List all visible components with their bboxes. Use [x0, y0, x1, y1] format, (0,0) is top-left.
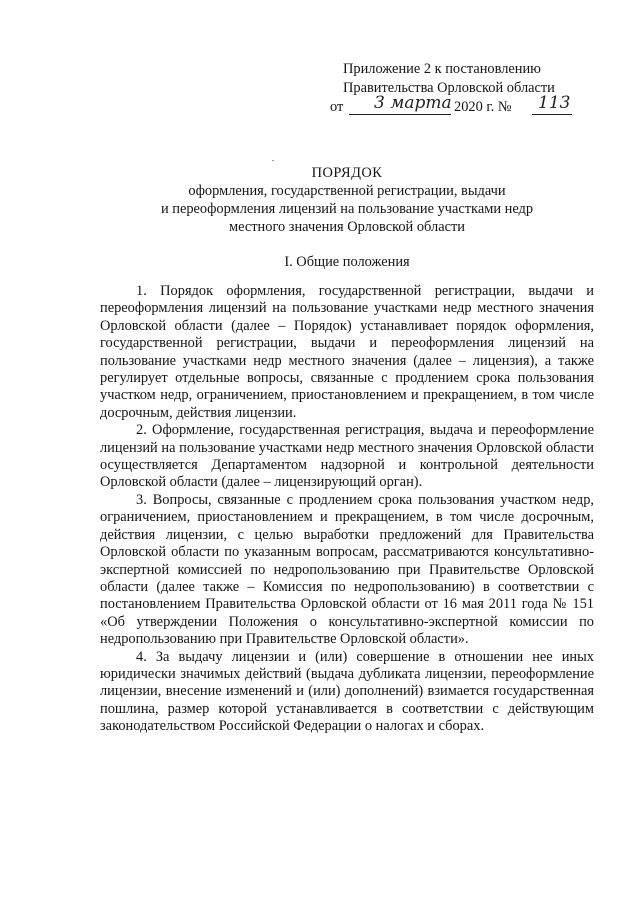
appendix-reference — [330, 60, 590, 122]
appendix-line-1: Приложение 2 к постановлению — [343, 61, 541, 77]
appendix-date-line — [330, 93, 590, 122]
date-prefix: от — [330, 99, 344, 115]
title-heading: ПОРЯДОК — [311, 165, 383, 181]
scan-speck — [272, 160, 274, 161]
paragraph: 1. Порядок оформления, государственной регистрации, выдачи и переоформления лицензий на пользование участками недр местного значения Орловской области (далее – Порядок) устанавливает порядок оформления, государственной регистрации, выдачи и переоформления лицензий на пользование участками недр местного значения (далее – лицензия), а также регулирует отдельные вопросы, связанные с продлением срока пользования участком недр, ограничением, приостановлением и прекращением, в том числе досрочным, действия лицензии. — [100, 283, 594, 421]
handwritten-number: 113 — [538, 93, 571, 113]
title-line-3: местного значения Орловской области — [229, 219, 465, 235]
paragraph: 2. Оформление, государственная регистрация, выдача и переоформление лицензий на пользование участками недр местного значения Орловской области осуществляется Департаментом надзорной и контрольной деятельности Орловской области (далее – лицензирующий орган). — [100, 422, 594, 491]
title-line-1: оформления, государственной регистрации, выдачи — [188, 183, 506, 199]
handwritten-date: 3 марта — [374, 93, 452, 113]
date-underline — [349, 114, 451, 115]
title-line-2: и переоформления лицензий на пользование участками недр — [160, 201, 534, 217]
number-underline — [532, 114, 572, 115]
date-year: 2020 г. № — [454, 99, 512, 115]
section-title: I. Общие положения — [284, 254, 410, 270]
paragraph: 3. Вопросы, связанные с продлением срока пользования участком недр, ограничением, приостановлением и прекращением, в том числе досрочным, действия лицензии, с целью выработки предложений для Правительства Орловской области по указанным вопросам, рассматриваются консультативно-экспертной комиссией по недропользованию при Правительстве Орловской области (далее также – Комиссия по недропользованию) в соответствии с постановлением Правительства Орловской области от 16 мая 2011 года № 151 «Об утверждении Положения о консультативно-экспертной комиссии по недропользованию при Правительстве Орловской области». — [100, 491, 594, 648]
body-text — [100, 283, 594, 736]
appendix-line-2: Правительства Орловской области — [343, 80, 555, 96]
paragraph: 4. За выдачу лицензии и (или) совершение в отношении нее иных юридически значимых действий (выдача дубликата лицензии, переоформление лицензии, внесение изменений и (или) дополнений) взимается государственная пошлина, размер которой устанавливается в соответствии с действующим законодательством Российской Федерации о налогах и сборах. — [100, 648, 594, 735]
document-title — [100, 164, 594, 236]
